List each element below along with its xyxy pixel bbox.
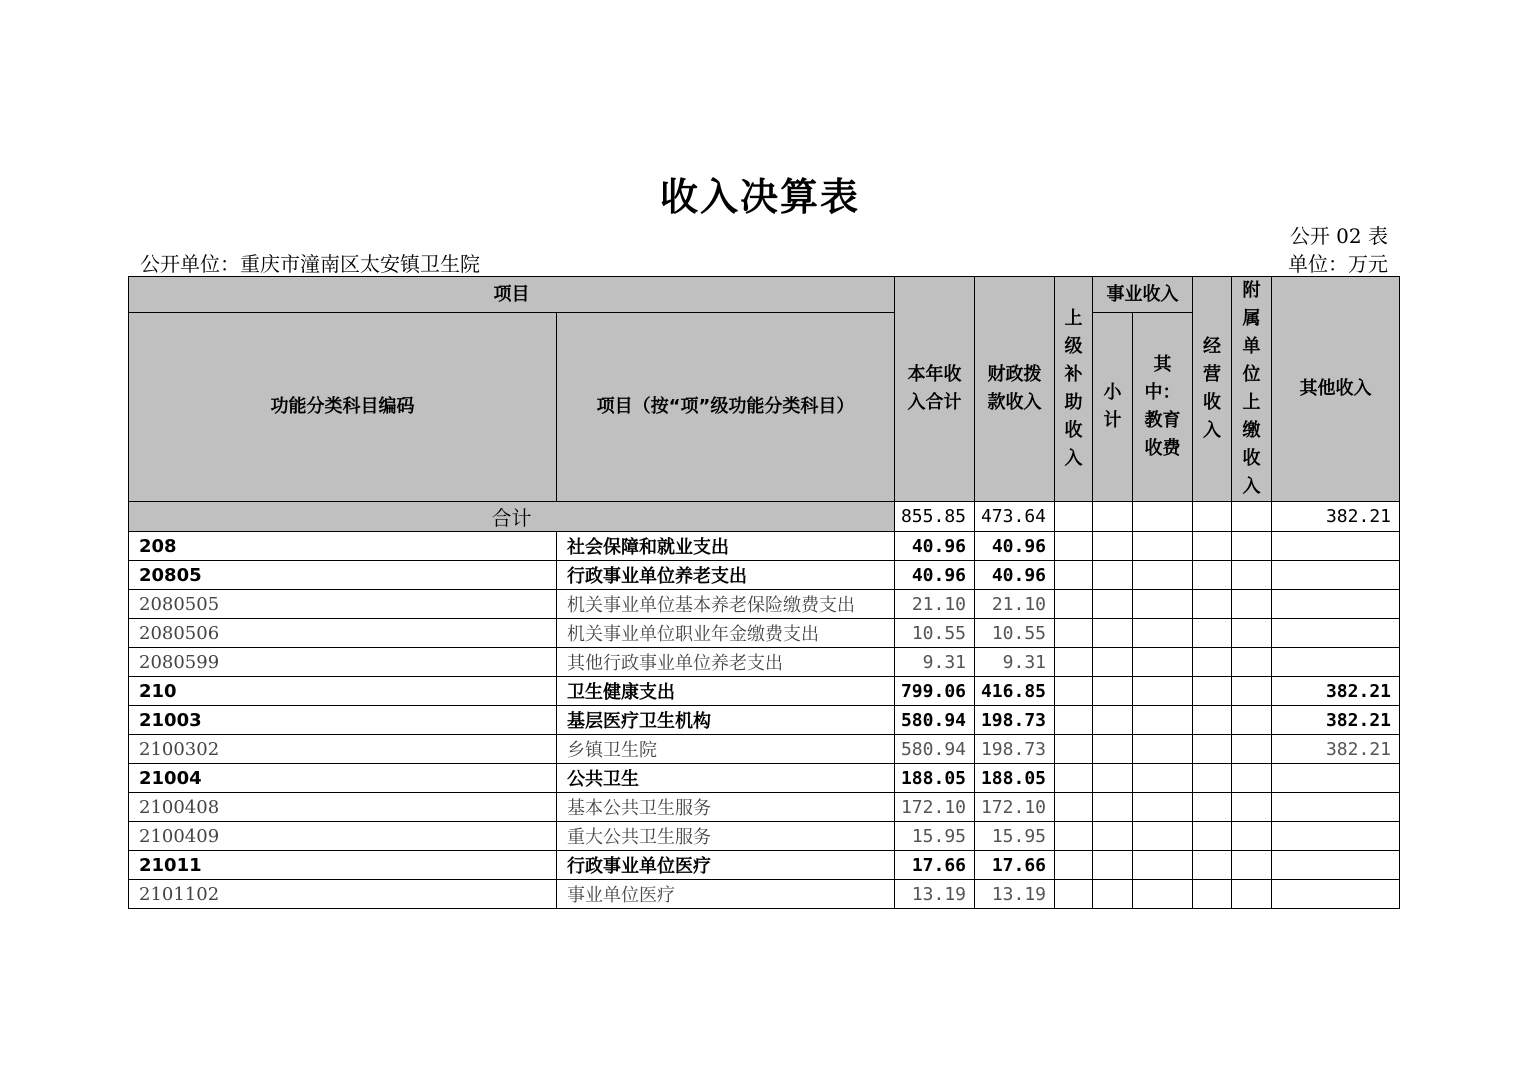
row-affiliated-income [1232,561,1272,590]
row-affiliated-income [1232,793,1272,822]
row-education-fee [1133,793,1193,822]
row-business-subtotal [1093,764,1133,793]
row-name: 机关事业单位基本养老保险缴费支出 [557,590,895,619]
row-affiliated-income [1232,706,1272,735]
row-operating-income [1193,590,1232,619]
table-row [129,561,1400,590]
total-other: 382.21 [1272,502,1400,532]
row-code: 2101102 [129,880,557,909]
row-business-subtotal [1093,735,1133,764]
income-report-table [128,276,1400,909]
row-name: 行政事业单位养老支出 [557,561,895,590]
header-total: 本年收入合计 [895,277,975,502]
reporting-unit: 公开单位：重庆市潼南区太安镇卫生院 [140,252,480,276]
row-code: 210 [129,677,557,706]
row-fiscal-income: 15.95 [975,822,1055,851]
row-code: 2080599 [129,648,557,677]
table-row [129,706,1400,735]
row-operating-income [1193,706,1232,735]
table-row [129,793,1400,822]
row-affiliated-income [1232,677,1272,706]
row-other-income [1272,822,1400,851]
row-total-income: 13.19 [895,880,975,909]
row-superior-income [1055,590,1093,619]
row-code: 21003 [129,706,557,735]
row-business-subtotal [1093,561,1133,590]
total-subtotal [1093,502,1133,532]
row-education-fee [1133,706,1193,735]
row-total-income: 580.94 [895,735,975,764]
row-total-income: 580.94 [895,706,975,735]
row-total-income: 9.31 [895,648,975,677]
table-row [129,590,1400,619]
row-code: 21004 [129,764,557,793]
table-row [129,880,1400,909]
table-row [129,822,1400,851]
header-operating: 经营收入 [1193,277,1232,502]
row-other-income: 382.21 [1272,706,1400,735]
row-total-income: 172.10 [895,793,975,822]
row-fiscal-income: 10.55 [975,619,1055,648]
row-business-subtotal [1093,619,1133,648]
page-title: 收入决算表 [659,175,860,219]
row-operating-income [1193,677,1232,706]
header-superior: 上级补助收入 [1055,277,1093,502]
row-superior-income [1055,793,1093,822]
row-total-income: 17.66 [895,851,975,880]
row-affiliated-income [1232,648,1272,677]
table-row [129,532,1400,561]
row-operating-income [1193,561,1232,590]
row-superior-income [1055,735,1093,764]
row-affiliated-income [1232,764,1272,793]
table-row [129,764,1400,793]
row-education-fee [1133,648,1193,677]
total-row [129,502,1400,532]
row-superior-income [1055,706,1093,735]
row-total-income: 188.05 [895,764,975,793]
row-operating-income [1193,532,1232,561]
row-affiliated-income [1232,532,1272,561]
row-other-income [1272,793,1400,822]
row-education-fee [1133,590,1193,619]
row-operating-income [1193,793,1232,822]
row-fiscal-income: 9.31 [975,648,1055,677]
row-name: 卫生健康支出 [557,677,895,706]
row-superior-income [1055,880,1093,909]
row-total-income: 15.95 [895,822,975,851]
table-row [129,648,1400,677]
row-business-subtotal [1093,851,1133,880]
total-superior [1055,502,1093,532]
row-other-income [1272,880,1400,909]
row-education-fee [1133,851,1193,880]
row-operating-income [1193,764,1232,793]
total-income: 855.85 [895,502,975,532]
row-other-income [1272,648,1400,677]
row-code: 2100409 [129,822,557,851]
header-affiliated: 附属单位上缴收入 [1232,277,1272,502]
row-other-income [1272,561,1400,590]
row-code: 2080505 [129,590,557,619]
row-code: 208 [129,532,557,561]
row-name: 机关事业单位职业年金缴费支出 [557,619,895,648]
row-business-subtotal [1093,677,1133,706]
row-name: 社会保障和就业支出 [557,532,895,561]
row-name: 乡镇卫生院 [557,735,895,764]
row-superior-income [1055,532,1093,561]
row-name: 重大公共卫生服务 [557,822,895,851]
row-business-subtotal [1093,822,1133,851]
row-name: 公共卫生 [557,764,895,793]
row-affiliated-income [1232,851,1272,880]
row-affiliated-income [1232,880,1272,909]
row-fiscal-income: 21.10 [975,590,1055,619]
row-total-income: 799.06 [895,677,975,706]
row-code: 2100408 [129,793,557,822]
row-other-income [1272,764,1400,793]
row-affiliated-income [1232,735,1272,764]
table-row [129,677,1400,706]
row-other-income [1272,532,1400,561]
row-education-fee [1133,532,1193,561]
row-other-income: 382.21 [1272,677,1400,706]
row-fiscal-income: 40.96 [975,561,1055,590]
header-other: 其他收入 [1272,277,1400,502]
row-business-subtotal [1093,793,1133,822]
row-other-income [1272,619,1400,648]
row-affiliated-income [1232,822,1272,851]
row-operating-income [1193,851,1232,880]
row-name: 行政事业单位医疗 [557,851,895,880]
row-superior-income [1055,561,1093,590]
row-operating-income [1193,735,1232,764]
row-superior-income [1055,822,1093,851]
table-row [129,851,1400,880]
row-code: 21011 [129,851,557,880]
row-education-fee [1133,677,1193,706]
row-superior-income [1055,851,1093,880]
row-affiliated-income [1232,590,1272,619]
row-business-subtotal [1093,590,1133,619]
row-code: 2080506 [129,619,557,648]
row-operating-income [1193,822,1232,851]
row-business-subtotal [1093,648,1133,677]
row-total-income: 21.10 [895,590,975,619]
table-row [129,735,1400,764]
row-operating-income [1193,648,1232,677]
row-affiliated-income [1232,619,1272,648]
row-name: 事业单位医疗 [557,880,895,909]
header-name: 项目（按“项”级功能分类科目） [557,313,895,502]
form-number: 公开 02 表 [1289,224,1388,248]
row-fiscal-income: 198.73 [975,735,1055,764]
header-subtotal: 小计 [1093,313,1133,502]
row-business-subtotal [1093,706,1133,735]
header-business: 事业收入 [1093,277,1193,313]
row-other-income: 382.21 [1272,735,1400,764]
row-business-subtotal [1093,532,1133,561]
row-superior-income [1055,677,1093,706]
row-other-income [1272,851,1400,880]
currency-unit: 单位：万元 [1288,252,1388,276]
row-code: 20805 [129,561,557,590]
row-superior-income [1055,648,1093,677]
row-total-income: 40.96 [895,532,975,561]
row-fiscal-income: 188.05 [975,764,1055,793]
header-fiscal: 财政拨款收入 [975,277,1055,502]
row-name: 基本公共卫生服务 [557,793,895,822]
row-name: 其他行政事业单位养老支出 [557,648,895,677]
row-total-income: 40.96 [895,561,975,590]
total-education [1133,502,1193,532]
row-fiscal-income: 40.96 [975,532,1055,561]
row-education-fee [1133,619,1193,648]
table-row [129,619,1400,648]
total-fiscal: 473.64 [975,502,1055,532]
row-fiscal-income: 17.66 [975,851,1055,880]
row-total-income: 10.55 [895,619,975,648]
row-education-fee [1133,735,1193,764]
row-superior-income [1055,764,1093,793]
row-education-fee [1133,822,1193,851]
header-project: 项目 [129,277,895,313]
total-affiliated [1232,502,1272,532]
total-operating [1193,502,1232,532]
row-other-income [1272,590,1400,619]
row-code: 2100302 [129,735,557,764]
row-operating-income [1193,619,1232,648]
row-business-subtotal [1093,880,1133,909]
row-superior-income [1055,619,1093,648]
row-fiscal-income: 13.19 [975,880,1055,909]
row-fiscal-income: 172.10 [975,793,1055,822]
row-education-fee [1133,880,1193,909]
header-education: 其中：教育收费 [1133,313,1193,502]
row-education-fee [1133,764,1193,793]
row-name: 基层医疗卫生机构 [557,706,895,735]
row-education-fee [1133,561,1193,590]
total-label: 合计 [129,502,895,532]
header-code: 功能分类科目编码 [129,313,557,502]
row-operating-income [1193,880,1232,909]
row-fiscal-income: 416.85 [975,677,1055,706]
row-fiscal-income: 198.73 [975,706,1055,735]
